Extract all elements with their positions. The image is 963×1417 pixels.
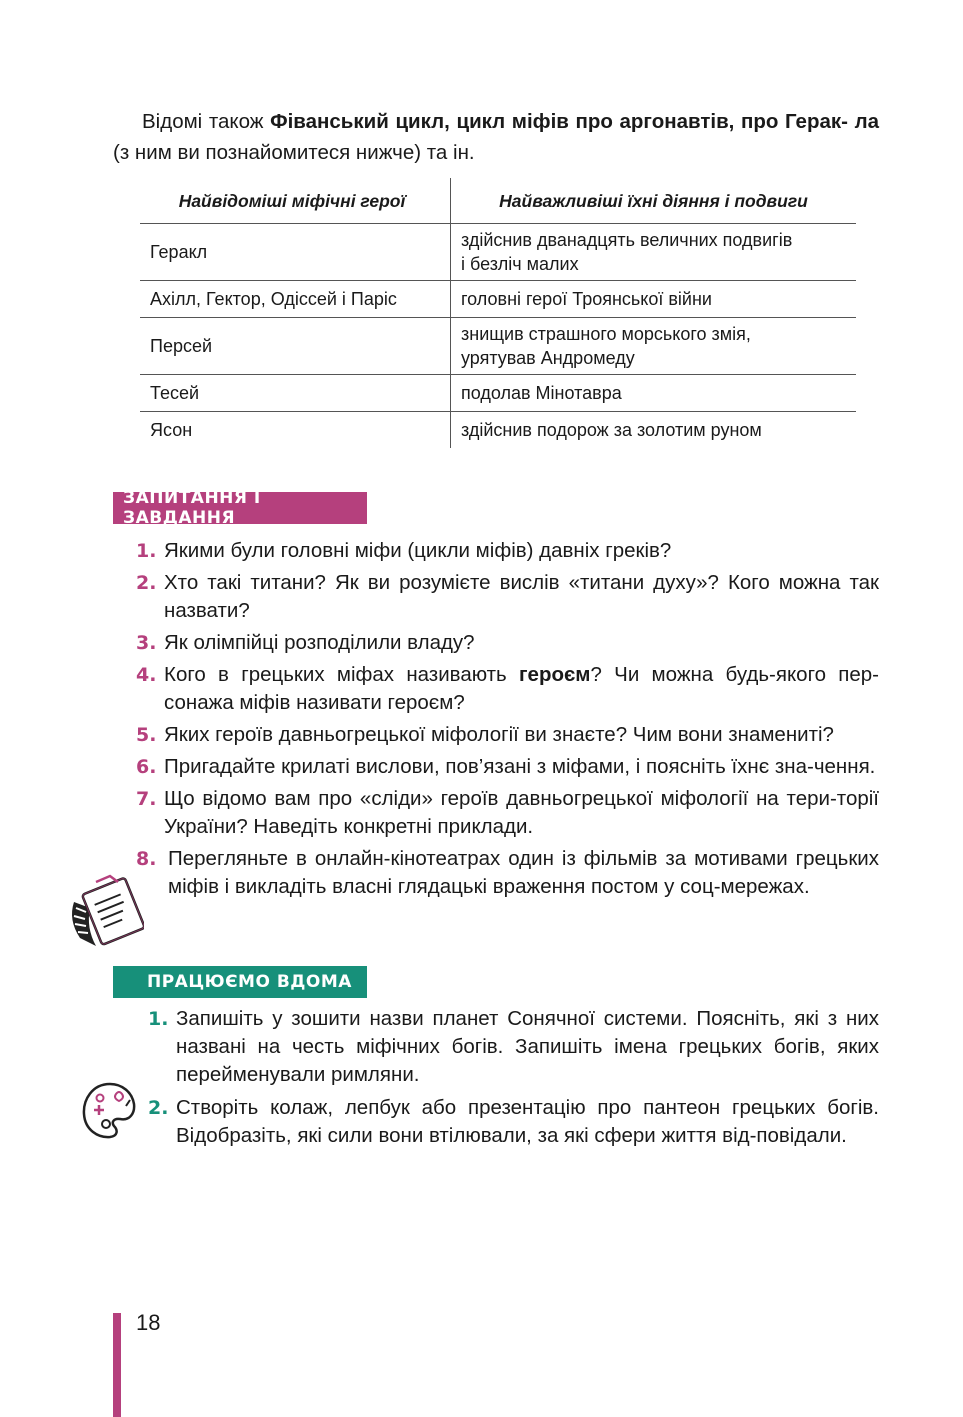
list-item: 3. Як олімпійці розподілили владу?: [136, 631, 475, 654]
hero-name: Ахілл, Гектор, Одіссей і Паріс: [150, 289, 397, 309]
table-row: [140, 223, 856, 280]
heroes-table: [140, 178, 856, 448]
page-number: 18: [136, 1310, 161, 1335]
questions-list: [113, 537, 879, 905]
list-item: 4. Кого в грецьких міфах називають героєм? Чи можна будь-якого пер-сонажа міфів називати героєм?: [136, 663, 880, 714]
questions-heading: ЗАПИТАННЯ І ЗАВДАННЯ: [113, 492, 367, 524]
table-header-deeds: Найважливіші їхні діяння і подвиги: [450, 178, 856, 223]
hero-name: Тесей: [150, 383, 200, 403]
table-header-row: [140, 178, 856, 223]
table-row: [140, 317, 856, 374]
list-item: 8. Перегляньте в онлайн-кінотеатрах один із фільмів за мотивами грецьких міфів і викладіть власні глядацькі враження постом у соц-мережах.: [136, 847, 879, 898]
hero-name: Ясон: [150, 420, 193, 440]
film-strip-icon: [66, 872, 144, 950]
hero-deeds: подолав Мінотавра: [450, 375, 856, 411]
list-item: 5. Яких героїв давньогрецької міфології ви знаєте? Чим вони знамениті?: [136, 723, 834, 746]
intro-text-end: (з ним ви познайомитеся нижче) та ін.: [113, 141, 475, 164]
page-bar: [113, 1313, 121, 1417]
list-item: 6. Пригадайте крилаті вислови, пов’язані з міфами, і поясніть їхнє зна-чення.: [136, 755, 876, 778]
hero-deeds: головні герої Троянської війни: [450, 281, 856, 317]
intro-text: Відомі також: [142, 110, 271, 133]
intro-paragraph: [113, 106, 879, 168]
list-item: 1. Якими були головні міфи (цикли міфів) давніх греків?: [136, 539, 672, 562]
intro-bold-1: Фіванський цикл, цикл міфів про аргонавтів, про Герак-: [270, 110, 848, 133]
list-item: 7. Що відомо вам про «сліди» героїв давньогрецької міфології на тери-торії України? Наведіть конкретні приклади.: [136, 787, 879, 838]
palette-icon: [80, 1080, 138, 1142]
table-row: [140, 374, 856, 411]
table-row: [140, 280, 856, 317]
list-item: 2. Хто такі титани? Як ви розумієте вислів «титани духу»? Кого можна так назвати?: [136, 571, 879, 622]
hero-name: Персей: [150, 336, 213, 356]
list-item: 2. Створіть колаж, лепбук або презентацію про пантеон грецьких богів. Відобразіть, які сили вони втілювали, за які сфери життя від-повідали.: [148, 1096, 879, 1147]
hero-deeds: знищив страшного морського змія, урятував Андромеду: [450, 318, 856, 374]
hero-deeds: здійснив подорож за золотим руном: [450, 412, 856, 448]
hero-name: Геракл: [150, 242, 208, 262]
table-row: [140, 411, 856, 448]
homework-heading: ПРАЦЮЄМО ВДОМА: [113, 966, 367, 998]
homework-list: [113, 1005, 879, 1155]
hero-deeds: здійснив дванадцять величних подвигів і безліч малих: [450, 224, 856, 280]
intro-bold-2: ла: [854, 110, 879, 133]
list-item: 1. Запишіть у зошити назви планет Сонячної системи. Поясніть, які з них названі на честь міфічних богів. Запишіть імена грецьких богів, яких перейменували римляни.: [148, 1007, 879, 1086]
table-header-heroes: Найвідоміші міфічні герої: [178, 190, 406, 211]
